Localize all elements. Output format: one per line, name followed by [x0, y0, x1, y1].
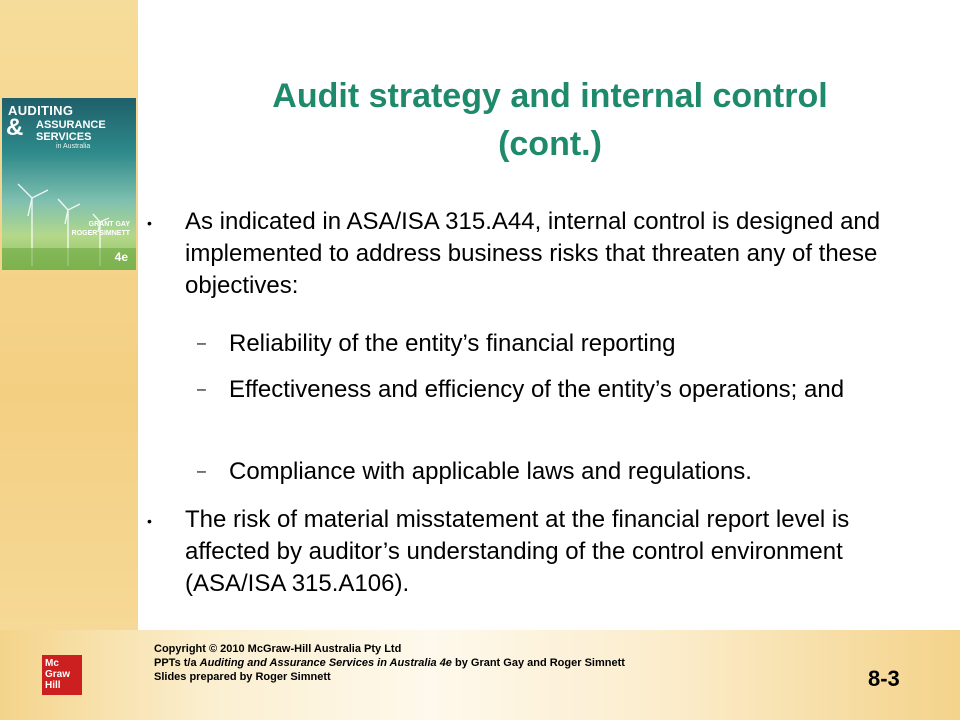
bullet-item [147, 206, 917, 302]
sub-bullet-item [197, 456, 917, 488]
logo-line-2: Graw [45, 669, 71, 680]
slide-title [170, 72, 930, 168]
prepared-by-line: Slides prepared by Roger Simnett [154, 671, 331, 683]
bullet-item [147, 504, 917, 600]
slide-title-line-2: (cont.) [498, 125, 602, 163]
ppt-suffix: by Grant Gay and Roger Simnett [451, 657, 625, 669]
copyright-notice [154, 642, 625, 684]
slide-title-line-1: Audit strategy and internal control [272, 77, 828, 115]
sub-bullet-mark: – [197, 381, 206, 398]
sub-bullet-text: Effectiveness and efficiency of the entity’s operations; and [229, 376, 845, 403]
ppt-prefix: PPTs t/a [154, 657, 200, 669]
cover-author-2: ROGER SIMNETT [71, 230, 130, 237]
cover-authors [72, 220, 130, 238]
ppt-credit-line [154, 656, 625, 670]
sub-bullet-text: Compliance with applicable laws and regulations. [229, 458, 752, 485]
bullet-text: The risk of material misstatement at the financial report level is affected by auditor’s understanding of the control environment (ASA/ISA 315.A106). [185, 506, 850, 597]
bullet-mark: • [147, 215, 152, 231]
sub-bullet-mark: – [197, 335, 206, 352]
sub-bullet-item [197, 328, 917, 360]
cover-ampersand: & [6, 114, 24, 141]
book-cover-image [2, 98, 136, 270]
cover-title-services: SERVICES [36, 131, 92, 143]
sub-bullet-text: Reliability of the entity’s financial reporting [229, 330, 676, 357]
sub-bullet-item [197, 374, 917, 406]
bullet-text: As indicated in ASA/ISA 315.A44, internal control is designed and implemented to address business risks that threaten any of these objectives: [185, 208, 881, 299]
cover-edition: 4e [114, 250, 128, 264]
cover-title-auditing: AUDITING [8, 103, 74, 118]
logo-line-1: Mc [45, 658, 59, 669]
page-number: 8-3 [868, 666, 900, 691]
cover-author-1: GRANT GAY [88, 221, 130, 228]
logo-line-3: Hill [45, 680, 61, 691]
mcgraw-hill-logo [42, 655, 82, 695]
copyright-line: Copyright © 2010 McGraw-Hill Australia Pty Ltd [154, 643, 402, 655]
ppt-book-title: Auditing and Assurance Services in Australia 4e [199, 657, 452, 669]
cover-subtitle: in Australia [56, 143, 91, 150]
bullet-mark: • [147, 513, 152, 529]
cover-title-assurance: ASSURANCE [36, 119, 106, 131]
sub-bullet-mark: – [197, 463, 206, 480]
